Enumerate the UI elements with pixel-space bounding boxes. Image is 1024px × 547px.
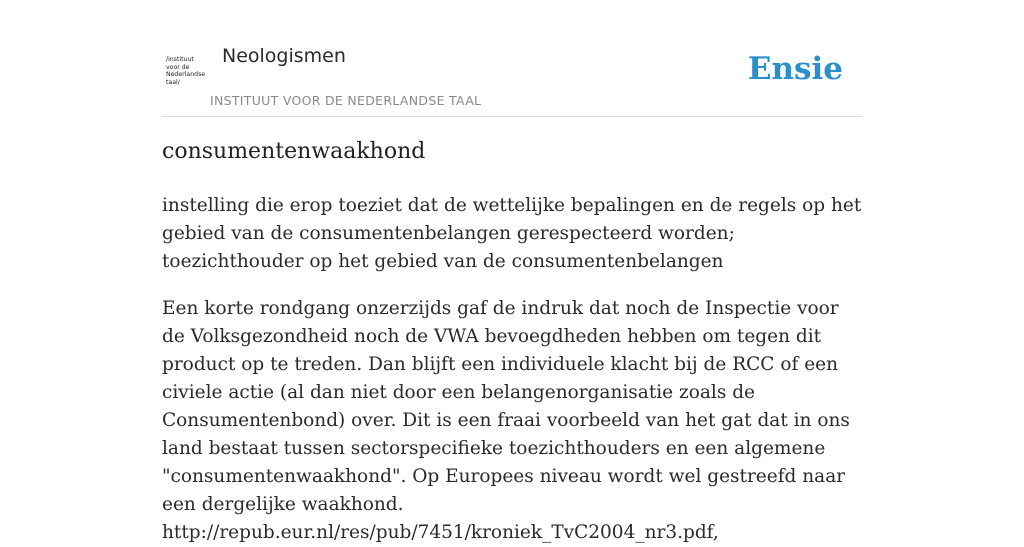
ensie-brand-link[interactable]: Ensie (747, 51, 843, 87)
site-title: Neologismen (222, 45, 346, 67)
example-text: Een korte rondgang onzerzijds gaf de indruk dat noch de Inspectie voor de Volksgezondheid noch de VWA bevoegdheden hebben om tegen dit product op te treden. Dan blijft een individuele klacht bij de RCC of een civiele actie (al dan niet door een belangenorganisatie zoals de Consumentenbond) over. Dit is een fraai voorbeeld van het gat dat in ons land bestaat tussen sectorspecifieke toezichthouders en een algemene "consumentenwaakhond". Op Europees niveau wordt wel gestreefd naar een dergelijke waakhond. (162, 298, 850, 515)
site-subtitle: INSTITUUT VOOR DE NEDERLANDSE TAAL (210, 93, 482, 108)
logo-line: taal/ (166, 78, 180, 86)
entry-definition: instelling die erop toeziet dat de wettelijke bepalingen en de regels op het gebied van de consumentenbelangen gerespecteerd worden; toezichthouder op het gebied van de consumentenbelangen (162, 195, 862, 272)
entry-example (162, 295, 862, 547)
ivdnt-logo[interactable] (166, 56, 206, 90)
logo-line: voor de (166, 63, 190, 71)
logo-line: /instituut (166, 56, 194, 63)
entry-term: consumentenwaakhond (162, 139, 426, 164)
header (162, 0, 862, 117)
logo-line: Nederlandse (166, 71, 206, 79)
example-source-link[interactable]: http://repub.eur.nl/res/pub/7451/kroniek_TvC2004_nr3.pdf, (162, 522, 719, 543)
